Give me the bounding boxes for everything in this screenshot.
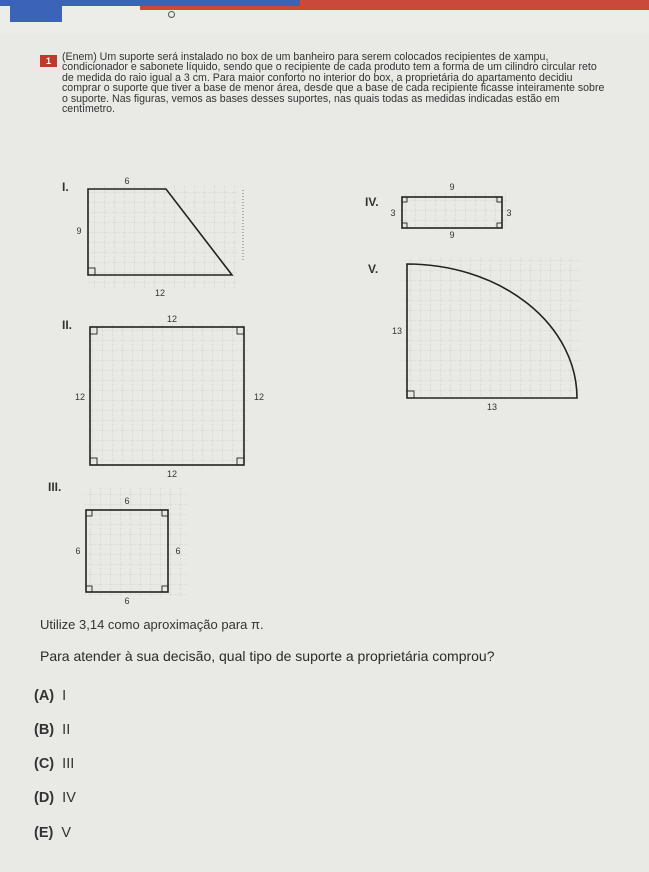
header-tab bbox=[10, 0, 62, 22]
figure-1-top-dim: 6 bbox=[124, 176, 130, 186]
figure-3-right-dim: 6 bbox=[175, 546, 181, 556]
option-a[interactable] bbox=[34, 688, 66, 704]
figure-2-right-dim: 12 bbox=[253, 392, 265, 402]
figure-3-small-square bbox=[70, 474, 200, 614]
figure-5-left-dim: 13 bbox=[391, 326, 403, 336]
figure-3-top-dim: 6 bbox=[124, 496, 130, 506]
question-number: 1 bbox=[40, 55, 57, 67]
figure-3-bottom-dim: 6 bbox=[124, 596, 130, 606]
option-c[interactable] bbox=[34, 756, 74, 772]
option-text: I bbox=[62, 688, 67, 704]
figure-2-bottom-dim: 12 bbox=[166, 469, 178, 479]
pi-approximation-note: Utilize 3,14 como aproximação para π. bbox=[40, 617, 264, 632]
option-letter: (D) bbox=[34, 790, 55, 806]
figure-3-label: III. bbox=[48, 480, 62, 494]
option-text: III bbox=[62, 756, 75, 772]
option-letter: (E) bbox=[34, 825, 54, 841]
figure-1-label: I. bbox=[62, 180, 69, 194]
figure-5-label: V. bbox=[368, 262, 379, 276]
figure-1-bottom-dim: 12 bbox=[154, 288, 166, 298]
figure-5-quarter-circle bbox=[390, 250, 590, 415]
figure-2-top-dim: 12 bbox=[166, 314, 178, 324]
option-text: II bbox=[62, 722, 71, 738]
option-e[interactable] bbox=[34, 825, 71, 841]
figure-2-left-dim: 12 bbox=[74, 392, 86, 402]
figure-3-left-dim: 6 bbox=[75, 546, 81, 556]
figure-4-top-dim: 9 bbox=[449, 182, 455, 192]
option-text: V bbox=[61, 825, 72, 841]
option-letter: (C) bbox=[34, 756, 55, 772]
figure-5-bottom-dim: 13 bbox=[486, 402, 498, 412]
option-letter: (B) bbox=[34, 722, 55, 738]
binder-ring-icon bbox=[168, 11, 175, 18]
option-text: IV bbox=[62, 790, 76, 806]
figure-2-large-square bbox=[72, 310, 272, 480]
question-prompt: Para atender à sua decisão, qual tipo de suporte a proprietária comprou? bbox=[40, 648, 495, 664]
figure-4-right-dim: 3 bbox=[506, 208, 512, 218]
figure-4-label: IV. bbox=[365, 195, 379, 209]
figure-4-rectangle bbox=[385, 180, 515, 240]
figure-4-bottom-dim: 9 bbox=[449, 230, 455, 240]
figure-4-left-dim: 3 bbox=[390, 208, 396, 218]
figure-2-label: II. bbox=[62, 318, 73, 332]
figure-1-left-dim: 9 bbox=[76, 226, 82, 236]
figure-1-trapezoid bbox=[74, 172, 274, 302]
option-b[interactable] bbox=[34, 722, 70, 738]
option-d[interactable] bbox=[34, 790, 76, 806]
option-letter: (A) bbox=[34, 688, 55, 704]
question-statement: (Enem) Um suporte será instalado no box de um banheiro para serem colocados recipientes de xampu, condicionador e sabonete líquido, sendo que o recipiente de cada produto tem a forma de um cilindro circular reto de medida do raio igual a 3 cm. Para maior conforto no interior do box, a proprietária do apartamento decidiu comprar o suporte que tiver a base de menor área, desde que a base de cada recipiente ficasse inteiramente sobre o suporte. Nas figuras, vemos as bases desses suportes, nas quais todas as medidas indicadas estão em centímetro. bbox=[62, 51, 605, 116]
